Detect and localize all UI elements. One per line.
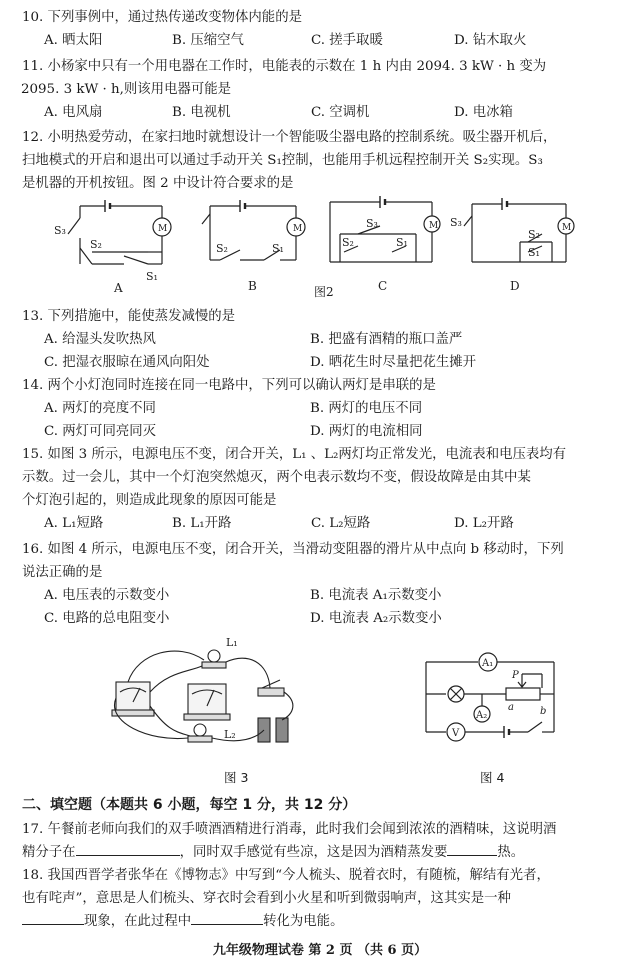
circuit-b-label: B	[248, 279, 257, 293]
option-d[interactable]: D. 两灯的电流相同	[310, 424, 423, 439]
question-15-line3: 个灯泡引起的，则造成此现象的原因可能是	[22, 493, 277, 508]
option-c[interactable]: C. 把湿衣服晾在通风向阳处	[44, 355, 210, 370]
question-15-line1: 15. 如图 3 所示，电源电压不变，闭合开关，L₁ 、L₂两灯均正常发光，电流表和电压表均有	[22, 447, 567, 462]
question-12-line3: 是机器的开机按钮。图 2 中设计符合要求的是	[22, 176, 294, 191]
question-17-text-b: ，同时双手感觉有些凉，这是因为酒精蒸发要	[179, 845, 448, 860]
circuit-d-s1-label: S₁	[528, 246, 540, 259]
figure-3-l2-label: L₂	[224, 728, 236, 741]
circuit-a-s1-label: S₁	[146, 270, 158, 283]
figure-4-schematic	[418, 650, 578, 750]
question-18-text-b: 现象，在此过程中	[84, 914, 192, 929]
motor-icon: M	[158, 224, 168, 234]
option-c[interactable]: C. 空调机	[311, 105, 370, 120]
ammeter-a2-icon: A₂	[476, 710, 488, 721]
option-b[interactable]: B. L₁开路	[172, 516, 232, 531]
question-17	[22, 818, 626, 864]
question-18-line2: 也有咤声”，意思是人们梳头、穿衣时会看到小火星和听到微弱响声，这其实是一种	[22, 891, 511, 906]
option-c[interactable]: C. 搓手取暖	[311, 33, 383, 48]
option-d[interactable]: D. 电流表 A₂示数变小	[310, 611, 442, 626]
option-a[interactable]: A. 给湿头发吹热风	[44, 332, 156, 347]
voltmeter-icon: V	[452, 728, 460, 739]
circuit-c-s3-label: S₃	[366, 217, 378, 230]
section-2-heading: 二、填空题（本题共 6 小题，每空 1 分，共 12 分）	[22, 797, 357, 813]
blank-18-1[interactable]	[22, 910, 84, 925]
question-14-options	[44, 397, 604, 443]
option-a[interactable]: A. 电风扇	[44, 105, 103, 120]
question-11	[22, 55, 626, 101]
figure-4-caption: 图 4	[480, 770, 505, 785]
question-16-options	[44, 584, 604, 630]
figure-3-l1-label: L₁	[226, 636, 238, 649]
question-15	[22, 443, 626, 512]
question-16-line2: 说法正确的是	[22, 565, 103, 580]
circuit-a-label: A	[114, 281, 123, 295]
question-12-line1: 12. 小明热爱劳动，在家扫地时就想设计一个智能吸尘器电路的控制系统。吸尘器开机后，	[22, 130, 557, 145]
option-c[interactable]: C. 两灯可同亮同灭	[44, 424, 157, 439]
circuit-d-s2-label: S₂	[528, 228, 540, 241]
option-d[interactable]: D. 晒花生时尽量把花生摊开	[310, 355, 477, 370]
question-14-stem: 14. 两个小灯泡同时连接在同一电路中，下列可以确认两灯是串联的是	[22, 378, 436, 393]
option-a[interactable]: A. 电压表的示数变小	[44, 588, 170, 603]
ammeter-a1-icon: A₁	[482, 658, 494, 669]
option-b[interactable]: B. 把盛有酒精的瓶口盖严	[310, 332, 463, 347]
question-18-text-c: 转化为电能。	[263, 914, 344, 929]
circuit-c-s1-label: S₁	[396, 236, 408, 249]
option-b[interactable]: B. 压缩空气	[172, 33, 244, 48]
circuit-c-s2-label: S₂	[342, 236, 354, 249]
question-16-line1: 16. 如图 4 所示，电源电压不变，闭合开关，当滑动变阻器的滑片从中点向 b 移动时，下列	[22, 542, 564, 557]
option-d[interactable]: D. 钻木取火	[454, 33, 527, 48]
blank-17-1[interactable]	[76, 841, 180, 856]
question-10	[22, 6, 626, 29]
question-18	[22, 864, 626, 933]
option-a[interactable]: A. 晒太阳	[44, 33, 103, 48]
circuit-a-s3-label: S₃	[54, 224, 66, 237]
question-12	[22, 126, 626, 195]
option-b[interactable]: B. 电流表 A₁示数变小	[310, 588, 442, 603]
option-c[interactable]: C. L₂短路	[311, 516, 371, 531]
circuit-a-s2-label: S₂	[90, 238, 102, 251]
blank-18-2[interactable]	[191, 910, 263, 925]
option-b[interactable]: B. 两灯的电压不同	[310, 401, 423, 416]
circuit-b-s2-label: S₂	[216, 242, 228, 255]
option-a[interactable]: A. 两灯的亮度不同	[44, 401, 156, 416]
figure-3-apparatus	[108, 632, 308, 752]
question-13-stem: 13. 下列措施中，能使蒸发减慢的是	[22, 309, 236, 324]
circuit-d[interactable]	[464, 198, 574, 262]
question-10-stem: 10. 下列事例中，通过热传递改变物体内能的是	[22, 10, 302, 25]
blank-17-2[interactable]	[447, 841, 497, 856]
page-footer: 九年级物理试卷 第 2 页 （共 6 页）	[212, 943, 428, 958]
question-18-line1: 18. 我国西晋学者张华在《博物志》中写到“今人梳头、脱着衣时，有随梳，解结有光者，	[22, 868, 550, 883]
question-11-line1: 11. 小杨家中只有一个用电器在工作时，电能表的示数在 1 h 内由 2094. 3 kW · h 变为	[22, 59, 547, 74]
motor-icon: M	[562, 223, 572, 233]
question-17-text-a: 精分子在	[22, 845, 76, 860]
figure-3-caption: 图 3	[224, 770, 249, 785]
rheostat-b-label: b	[540, 706, 547, 717]
option-c[interactable]: C. 电路的总电阻变小	[44, 611, 170, 626]
circuit-d-label: D	[510, 279, 520, 293]
option-a[interactable]: A. L₁短路	[44, 516, 104, 531]
question-11-line2: 2095. 3 kW · h,则该用电器可能是	[21, 82, 232, 97]
circuit-c[interactable]	[330, 196, 440, 262]
question-17-text-c: 热。	[497, 845, 525, 860]
question-14	[22, 374, 626, 397]
slider-p-label: P	[512, 670, 519, 681]
circuit-c-label: C	[378, 279, 388, 293]
option-b[interactable]: B. 电视机	[172, 105, 231, 120]
circuit-d-s3-label: S₃	[450, 216, 462, 229]
question-17-line2	[22, 841, 626, 864]
question-16	[22, 538, 626, 584]
circuit-b-s1-label: S₁	[272, 242, 284, 255]
circuit-a[interactable]	[68, 200, 171, 264]
figure-2-circuits	[52, 194, 592, 298]
question-13	[22, 305, 626, 328]
question-13-options	[44, 328, 604, 374]
question-15-line2: 示数。过一会儿，其中一个灯泡突然熄灭，两个电表示数均不变，假设故障是由其中某	[22, 470, 531, 485]
rheostat-a-label: a	[508, 702, 514, 713]
option-d[interactable]: D. 电冰箱	[454, 105, 513, 120]
figure-2-caption: 图2	[314, 285, 334, 298]
question-18-line3	[22, 910, 626, 933]
motor-icon: M	[429, 221, 439, 231]
option-d[interactable]: D. L₂开路	[454, 516, 514, 531]
motor-icon: M	[293, 224, 303, 234]
question-17-line1: 17. 午餐前老师向我们的双手喷酒酒精进行消毒，此时我们会闻到浓浓的酒精味，这说明酒	[22, 822, 557, 837]
question-12-line2: 扫地模式的开启和退出可以通过手动开关 S₁控制，也能用手机远程控制开关 S₂实现。S₃	[22, 153, 543, 168]
